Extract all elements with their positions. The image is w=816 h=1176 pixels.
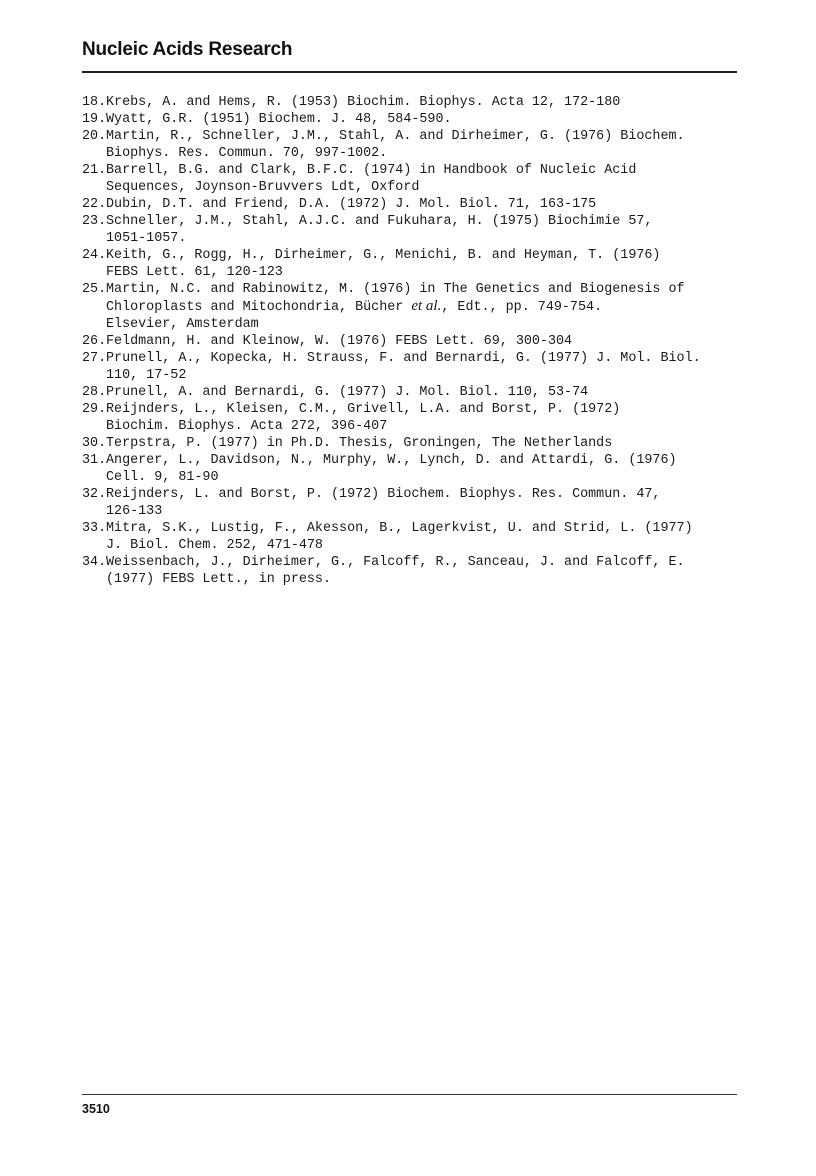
reference-item — [82, 162, 752, 196]
reference-text: Biochim. Biophys. Acta 272, 396-407 — [106, 419, 388, 434]
reference-number: 22. — [82, 197, 107, 212]
header-rule — [82, 71, 737, 73]
reference-text-with-italic — [106, 298, 752, 316]
reference-item — [82, 111, 752, 128]
reference-number: 31. — [82, 453, 107, 468]
reference-text: Reijnders, L., Kleisen, C.M., Grivell, L.A. and Borst, P. (1972) — [106, 402, 621, 417]
reference-italic-text: et al. — [411, 298, 442, 314]
reference-text: Dubin, D.T. and Friend, D.A. (1972) J. Mol. Biol. 71, 163-175 — [106, 197, 597, 212]
reference-text: J. Biol. Chem. 252, 471-478 — [106, 538, 323, 553]
reference-item — [82, 554, 752, 588]
reference-item — [82, 128, 752, 162]
reference-item — [82, 247, 752, 281]
reference-text: Cell. 9, 81-90 — [106, 470, 219, 485]
reference-item — [82, 213, 752, 247]
reference-text: Elsevier, Amsterdam — [106, 317, 259, 332]
reference-text: Feldmann, H. and Kleinow, W. (1976) FEBS Lett. 69, 300-304 — [106, 334, 573, 349]
reference-text: Prunell, A. and Bernardi, G. (1977) J. Mol. Biol. 110, 53-74 — [106, 385, 589, 400]
reference-text-segment: Chloroplasts and Mitochondria, Bücher — [106, 300, 412, 315]
reference-text: Keith, G., Rogg, H., Dirheimer, G., Menichi, B. and Heyman, T. (1976) — [106, 248, 661, 263]
reference-text: (1977) FEBS Lett., in press. — [106, 572, 331, 587]
reference-text: Mitra, S.K., Lustig, F., Akesson, B., Lagerkvist, U. and Strid, L. (1977) — [106, 521, 693, 536]
reference-number: 32. — [82, 487, 107, 502]
reference-number: 33. — [82, 521, 107, 536]
page-number: 3510 — [82, 1102, 110, 1116]
reference-text: Martin, R., Schneller, J.M., Stahl, A. and Dirheimer, G. (1976) Biochem. — [106, 129, 685, 144]
reference-number: 28. — [82, 385, 107, 400]
reference-item — [82, 486, 752, 520]
reference-text: Angerer, L., Davidson, N., Murphy, W., Lynch, D. and Attardi, G. (1976) — [106, 453, 677, 468]
reference-item — [82, 281, 752, 333]
journal-title: Nucleic Acids Research — [82, 39, 293, 60]
reference-item — [82, 435, 752, 452]
reference-number: 29. — [82, 402, 107, 417]
reference-number: 26. — [82, 334, 107, 349]
reference-item — [82, 333, 752, 350]
reference-text: Biophys. Res. Commun. 70, 997-1002. — [106, 146, 388, 161]
reference-item — [82, 350, 752, 384]
reference-text: 110, 17-52 — [106, 368, 187, 383]
reference-list — [82, 94, 752, 588]
reference-text: Terpstra, P. (1977) in Ph.D. Thesis, Groningen, The Netherlands — [106, 436, 613, 451]
reference-number: 19. — [82, 112, 107, 127]
reference-number: 24. — [82, 248, 107, 263]
reference-item — [82, 94, 752, 111]
reference-number: 18. — [82, 95, 107, 110]
reference-number: 21. — [82, 163, 107, 178]
reference-text: FEBS Lett. 61, 120-123 — [106, 265, 283, 280]
reference-item — [82, 384, 752, 401]
reference-item — [82, 452, 752, 486]
reference-text: Barrell, B.G. and Clark, B.F.C. (1974) in Handbook of Nucleic Acid — [106, 163, 637, 178]
reference-text: 126-133 — [106, 504, 163, 519]
reference-text-segment: , Edt., pp. 749-754. — [441, 300, 603, 315]
reference-number: 25. — [82, 282, 107, 297]
reference-text: Sequences, Joynson-Bruvvers Ldt, Oxford — [106, 180, 420, 195]
reference-text: 1051-1057. — [106, 231, 187, 246]
reference-text: Wyatt, G.R. (1951) Biochem. J. 48, 584-590. — [106, 112, 452, 127]
reference-text: Reijnders, L. and Borst, P. (1972) Biochem. Biophys. Res. Commun. 47, — [106, 487, 661, 502]
reference-item — [82, 196, 752, 213]
reference-number: 23. — [82, 214, 107, 229]
reference-text: Martin, N.C. and Rabinowitz, M. (1976) in The Genetics and Biogenesis of — [106, 282, 685, 297]
reference-text: Prunell, A., Kopecka, H. Strauss, F. and Bernardi, G. (1977) J. Mol. Biol. — [106, 351, 701, 366]
reference-item — [82, 520, 752, 554]
reference-text: Schneller, J.M., Stahl, A.J.C. and Fukuhara, H. (1975) Biochimie 57, — [106, 214, 653, 229]
reference-number: 27. — [82, 351, 107, 366]
footer-rule — [82, 1094, 737, 1095]
reference-item — [82, 401, 752, 435]
reference-number: 20. — [82, 129, 107, 144]
reference-number: 30. — [82, 436, 107, 451]
reference-number: 34. — [82, 555, 107, 570]
reference-text: Krebs, A. and Hems, R. (1953) Biochim. Biophys. Acta 12, 172-180 — [106, 95, 621, 110]
reference-text: Weissenbach, J., Dirheimer, G., Falcoff, R., Sanceau, J. and Falcoff, E. — [106, 555, 685, 570]
